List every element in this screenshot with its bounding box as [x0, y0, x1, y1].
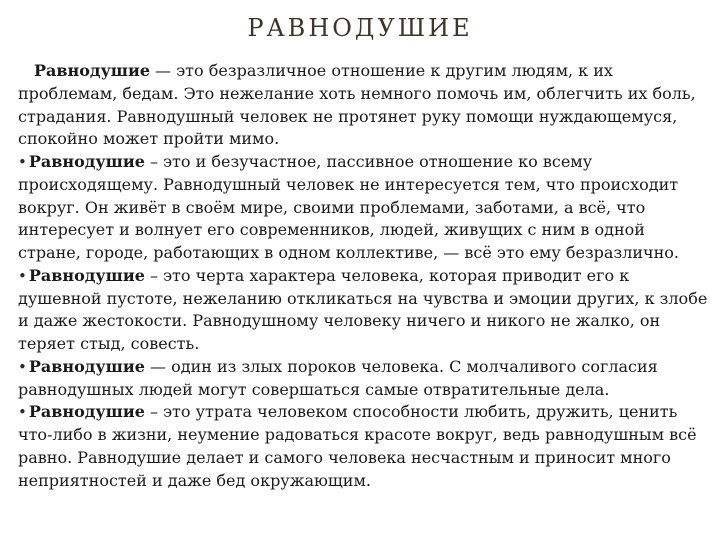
bullet-icon: •: [18, 153, 27, 171]
paragraph-text: – это черта характера человека, которая приводит его к душевной пустоте, нежеланию откликаться на чувства и эмоции других, к злобе и даже жестокости. Равнодушному человеку ничего и никого не жалко, он теряет стыд, совесть.: [18, 265, 708, 353]
definition-paragraph-2: [18, 151, 708, 265]
definition-paragraph-5: [18, 401, 708, 492]
definition-paragraph-1: [18, 60, 708, 151]
term: Равнодушие: [28, 152, 145, 171]
term: Равнодушие: [28, 265, 145, 285]
term: Равнодушие: [28, 356, 145, 376]
bullet-icon: •: [18, 357, 27, 376]
paragraph-text: — один из злых пороков человека. С молчаливого согласия равнодушных людей могут совершаться самые отвратительные дела.: [18, 356, 658, 399]
definition-paragraph-3: [18, 265, 708, 356]
slide-body: [18, 60, 708, 492]
slide-title: РАВНОДУШИЕ: [247, 14, 473, 42]
paragraph-text: – это утрата человеком способности любить, дружить, ценить что-либо в жизни, неумение радоваться красоте вокруг, ведь равнодушным всё равно. Равнодушие делает и самого человека несчастным и приносит много неприятностей и даже бед окружающим.: [18, 402, 697, 490]
paragraph-text: — это безразличное отношение к другим людям, к их проблемам, бедам. Это нежелание хоть немного помочь им, облегчить их боль, страдания. Равнодушный человек не протянет руку помощи нуждающемуся, спокойно может пройти мимо.: [18, 61, 696, 149]
bullet-icon: •: [18, 266, 27, 285]
term: Равнодушие: [34, 61, 151, 80]
definition-paragraph-4: [18, 356, 708, 402]
paragraph-text: – это и безучастное, пассивное отношение ко всему происходящему. Равнодушный человек не интересуется тем, что происходит вокруг. Он живёт в своём мире, своими проблемами, заботами, а всё, что интересует и волнует его современников, людей, живущих с ним в одной стране, городе, работающих в одном коллективе, — всё это ему безразлично.: [18, 152, 679, 262]
bullet-icon: •: [18, 403, 27, 422]
term: Равнодушие: [28, 402, 145, 422]
